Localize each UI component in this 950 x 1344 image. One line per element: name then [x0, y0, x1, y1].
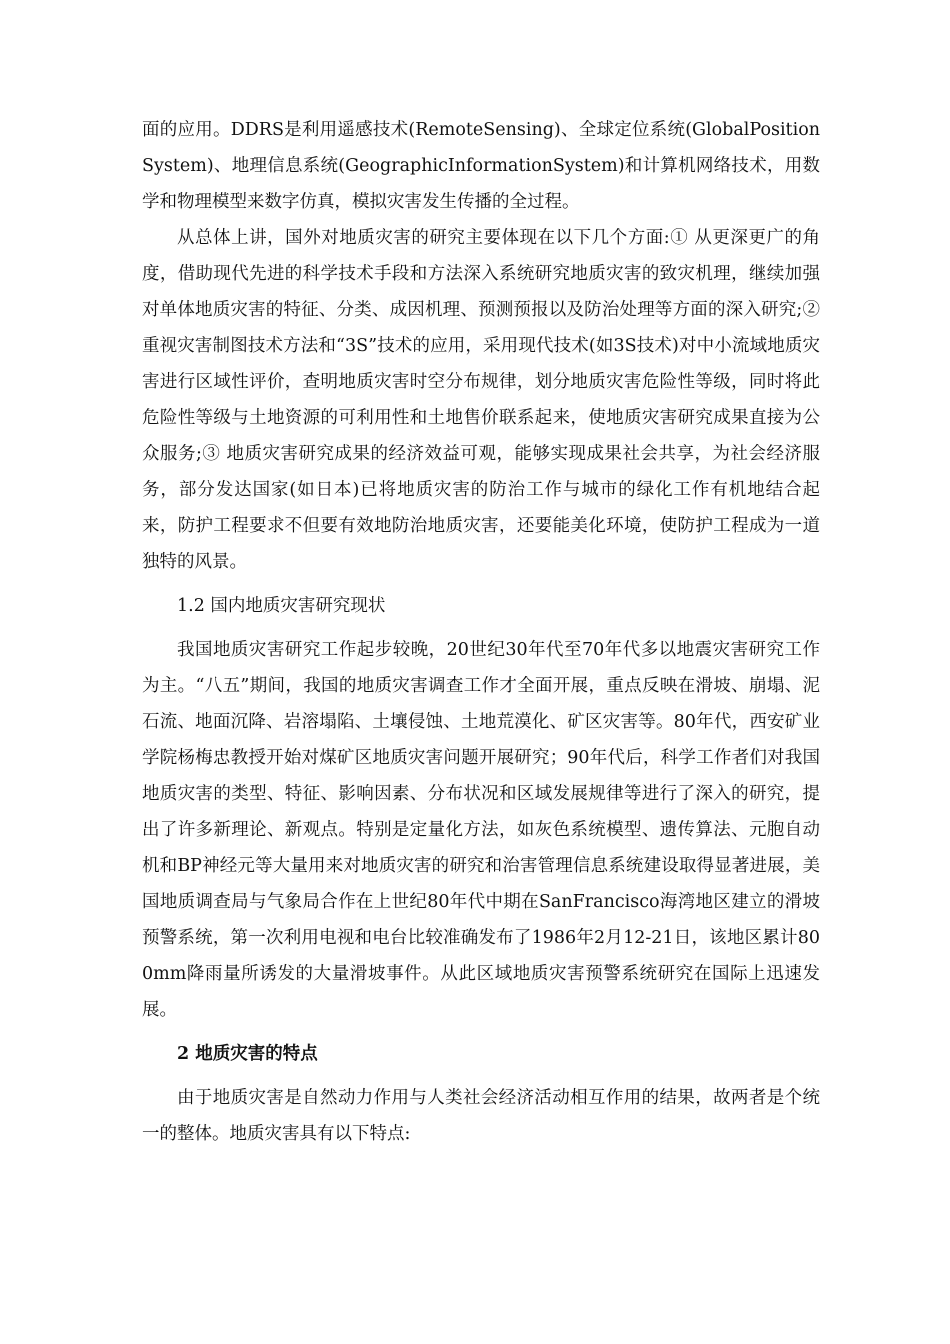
section-heading-1-2: 1.2 国内地质灾害研究现状	[177, 596, 386, 616]
paragraph-characteristics-intro: 由于地质灾害是自然动力作用与人类社会经济活动相互作用的结果，故两者是个统一的整体。地质灾害具有以下特点:	[142, 1088, 820, 1144]
document-page	[142, 112, 820, 1152]
paragraph-ddrs-intro: 面的应用。DDRS是利用遥感技术(RemoteSensing)、全球定位系统(GlobalPositionSystem)、地理信息系统(GeographicInformationSystem)和计算机网络技术，用数学和物理模型来数字仿真，模拟灾害发生传播的全过程。	[142, 120, 820, 212]
paragraph-foreign-research: 从总体上讲，国外对地质灾害的研究主要体现在以下几个方面:① 从更深更广的角度，借助现代先进的科学技术手段和方法深入系统研究地质灾害的致灾机理，继续加强对单体地质灾害的特征、分类、成因机理、预测预报以及防治处理等方面的深入研究;② 重视灾害制图技术方法和“3S”技术的应用，采用现代技术(如3S技术)对中小流域地质灾害进行区域性评价，查明地质灾害时空分布规律，划分地质灾害危险性等级，同时将此危险性等级与土地资源的可利用性和土地售价联系起来，使地质灾害研究成果直接为公众服务;③ 地质灾害研究成果的经济效益可观，能够实现成果社会共享，为社会经济服务，部分发达国家(如日本)已将地质灾害的防治工作与城市的绿化工作有机地结合起来，防护工程要求不但要有效地防治地质灾害，还要能美化环境，使防护工程成为一道独特的风景。	[142, 228, 820, 572]
section-heading-2: 2 地质灾害的特点	[177, 1044, 318, 1064]
paragraph-domestic-research: 我国地质灾害研究工作起步较晚，20世纪30年代至70年代多以地震灾害研究工作为主。“八五”期间，我国的地质灾害调查工作才全面开展，重点反映在滑坡、崩塌、泥石流、地面沉降、岩溶塌陷、土壤侵蚀、土地荒漠化、矿区灾害等。80年代，西安矿业学院杨梅忠教授开始对煤矿区地质灾害问题开展研究；90年代后，科学工作者们对我国地质灾害的类型、特征、影响因素、分布状况和区域发展规律等进行了深入的研究，提出了许多新理论、新观点。特别是定量化方法，如灰色系统模型、遗传算法、元胞自动机和BP神经元等大量用来对地质灾害的研究和治害管理信息系统建设取得显著进展，美国地质调查局与气象局合作在上世纪80年代中期在SanFrancisco海湾地区建立的滑坡预警系统，第一次利用电视和电台比较准确发布了1986年2月12-21日，该地区累计800mm降雨量所诱发的大量滑坡事件。从此区域地质灾害预警系统研究在国际上迅速发展。	[142, 640, 820, 1020]
